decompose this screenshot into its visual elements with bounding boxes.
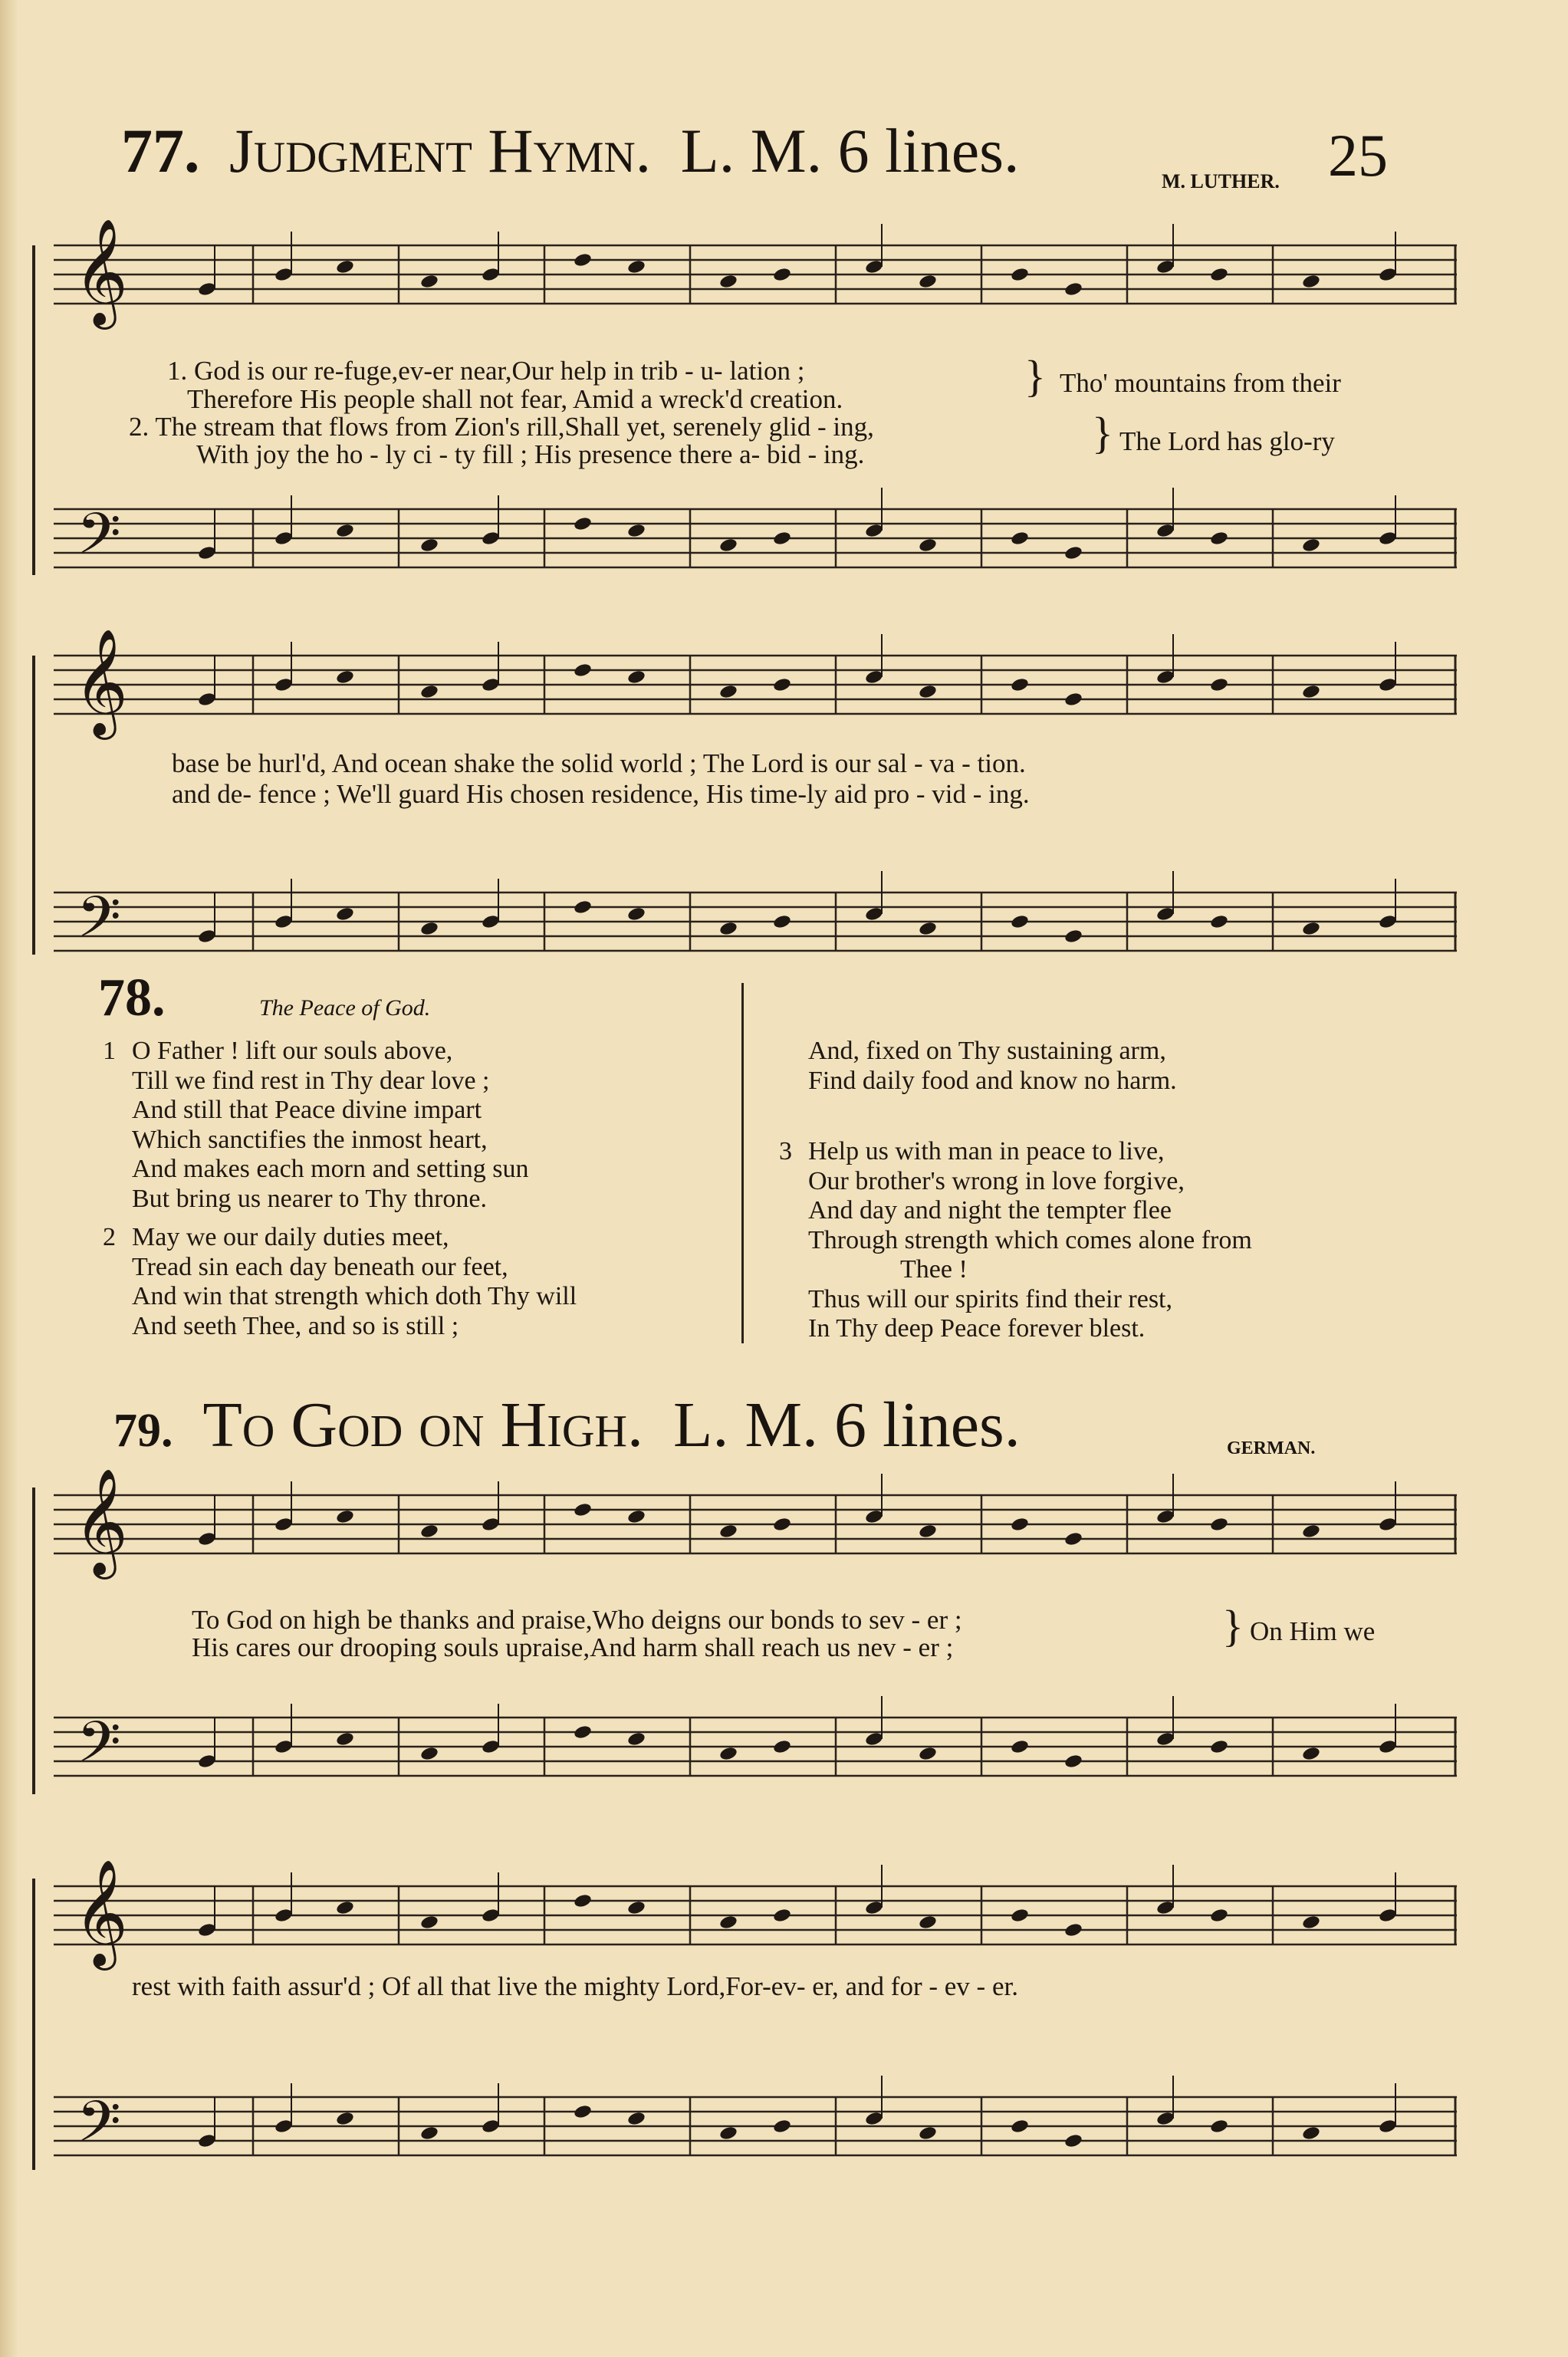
stanza-line: But bring us nearer to Thy throne. [132,1184,488,1213]
hymn-78-stanza-2: 2 May we our daily duties meet, Tread sin each day beneath our feet, And win that strength which doth Thy will And seeth Thee, and so is still ; [103,1223,577,1340]
svg-text:𝄞: 𝄞 [74,219,128,325]
stanza-line: And win that strength which doth Thy will [132,1282,577,1310]
page-number: 25 [1328,122,1388,189]
hymn-77-name: Judgment Hymn. [229,116,652,186]
stanza-line: And still that Peace divine impart [132,1096,482,1124]
stanza-line: Thus will our spirits find their rest, [808,1284,1173,1313]
stanza-line: Which sanctifies the inmost heart, [132,1125,488,1154]
hymn-77-verse-1-line-2: Therefore His people shall not fear, Amid a wreck'd creation. [187,384,843,414]
hymn-78-number: 78. [98,968,166,1027]
stanza-line: O Father ! lift our souls above, [132,1037,453,1065]
hymn-78-stanza-1-continued [779,1037,1252,1096]
stanza-line: And seeth Thee, and so is still ; [132,1311,459,1340]
hymn-77-verse-2-line-2: With joy the ho - ly ci - ty fill ; His presence there a- bid - ing. [196,439,865,469]
svg-text:𝄢: 𝄢 [77,501,121,581]
hymn-79-title [113,1388,1021,1462]
stanza-line: Our brother's wrong in love forgive, [808,1166,1185,1195]
stanza-line: And, fixed on Thy sustaining arm, [808,1037,1166,1065]
stanza-line: And makes each morn and setting sun [132,1155,529,1183]
hymn-78-stanza-1: 1 O Father ! lift our souls above, Till we find rest in Thy dear love ; And still that Peace divine impart Which sanctifies the inmost heart, And makes each morn and setting sun But bring us nearer to Thy throne. [103,1037,577,1214]
stanza-line: Through strength which comes alone from [808,1225,1252,1254]
hymn-79-meter: L. M. 6 lines. [673,1389,1021,1461]
stanza-line: May we our daily duties meet, [132,1223,449,1251]
hymn-77-verse-2-line-1: 2. The stream that flows from Zion's rill,Shall yet, serenely glid - ing, [129,412,874,442]
svg-text:𝄞: 𝄞 [74,1468,128,1575]
hymn-79-line-1: To God on high be thanks and praise,Who deigns our bonds to sev - er ; [192,1605,962,1635]
stanza-line: And day and night the tempter flee [808,1196,1172,1225]
stanza-line: Tread sin each day beneath our feet, [132,1252,508,1281]
stanza-line: Thee ! [900,1255,968,1284]
hymn-79-name: To God on High. [202,1389,644,1461]
hymn-77-verse-1-line-1: 1. God is our re-fuge,ev-er near,Our help in trib - u- lation ; [167,356,805,386]
hymn-77-number: 77. [121,116,200,186]
hymn-79-line-2: His cares our drooping souls upraise,And harm shall reach us nev - er ; [192,1632,954,1662]
svg-text:𝄞: 𝄞 [74,1859,128,1966]
svg-text:𝄢: 𝄢 [77,884,121,965]
hymn-77-composer: M. LUTHER. [1162,170,1280,192]
hymn-78-title: The Peace of God. [259,995,431,1021]
stanza-line: Help us with man in peace to live, [808,1137,1165,1165]
lyric-brace: } [1092,408,1113,458]
svg-text:𝄞: 𝄞 [74,629,128,735]
hymn-78-left-column [103,1037,577,1350]
stanza-line: Find daily food and know no harm. [808,1066,1177,1095]
hymn-79-composer: GERMAN. [1227,1438,1316,1458]
hymn-79-system-2-line-1: rest with faith assur'd ; Of all that live the mighty Lord,For-ev- er, and for - ev - er. [132,1971,1018,2001]
hymn-77-side-text-2: The Lord has glo-ry [1119,426,1335,456]
column-divider [741,983,744,1343]
lyric-brace: } [1222,1601,1244,1651]
hymn-77-system-2-line-2: and de- fence ; We'll guard His chosen residence, His time-ly aid pro - vid - ing. [172,779,1030,809]
hymn-77-side-text-1: Tho' mountains from their [1060,368,1341,398]
svg-text:𝄢: 𝄢 [77,1709,121,1790]
hymn-77-meter: L. M. 6 lines. [680,116,1020,186]
hymn-78-right-column [779,1037,1252,1353]
stanza-line: Till we find rest in Thy dear love ; [132,1066,490,1095]
stanza-line: In Thy deep Peace forever blest. [808,1314,1146,1343]
lyric-brace: } [1024,351,1046,401]
hymn-79-side-text: On Him we [1250,1616,1376,1646]
hymn-79-number: 79. [113,1405,173,1457]
svg-text:𝄢: 𝄢 [77,2089,121,2169]
hymn-78-stanza-3: 3 Help us with man in peace to live, Our brother's wrong in love forgive, And day and night the tempter flee Through strength which comes alone from Thee ! Thus will our spirits find their rest, In Thy deep Peace forever blest. [779,1137,1252,1343]
hymn-77-system-2-line-1: base be hurl'd, And ocean shake the solid world ; The Lord is our sal - va - tion. [172,748,1026,778]
